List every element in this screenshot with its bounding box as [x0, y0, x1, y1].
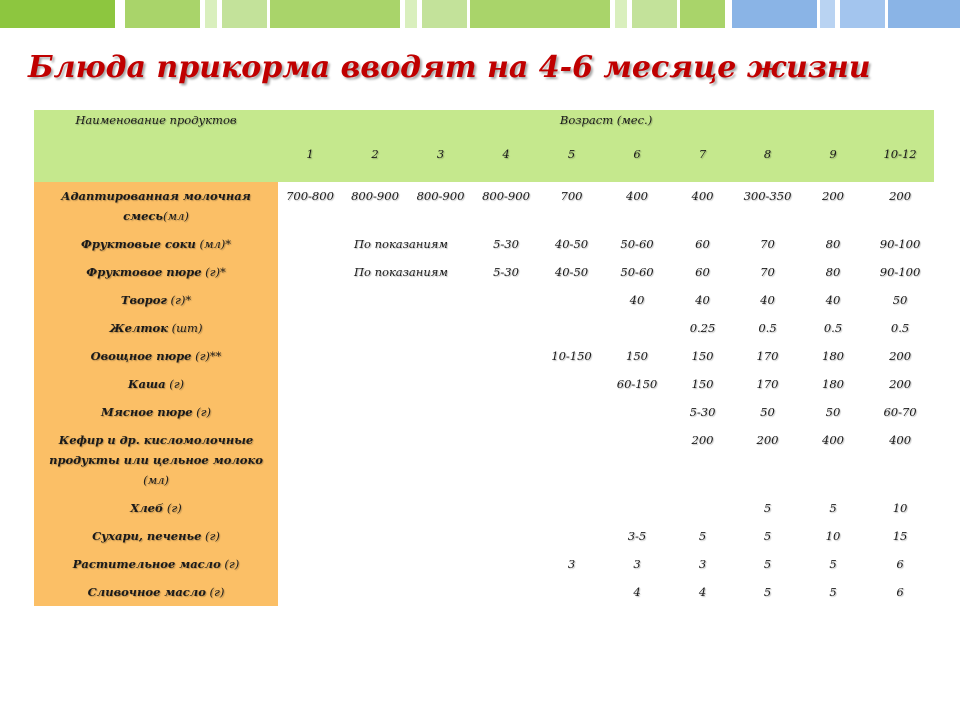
product-unit: (мл)* — [195, 237, 232, 251]
stripe-block — [205, 0, 217, 28]
stripe-block — [405, 0, 417, 28]
value-cell: 50 — [760, 405, 775, 419]
value-cell: 3 — [698, 557, 707, 571]
product-unit: (г) — [205, 585, 225, 599]
value-cell: 200 — [822, 189, 844, 203]
value-cell: 0.25 — [689, 321, 716, 335]
value-cell: 5-30 — [689, 405, 716, 419]
value-cell: 800-900 — [482, 189, 530, 203]
value-cell — [473, 342, 539, 370]
value-cell: 180 — [822, 377, 844, 391]
month-header: 9 — [800, 144, 866, 182]
value-cell — [473, 522, 539, 550]
month-header: 2 — [342, 144, 408, 182]
value-cell: 90-100 — [879, 237, 921, 251]
product-name-cell — [34, 230, 278, 258]
value-cell: 40 — [629, 293, 645, 307]
value-cell — [408, 550, 473, 578]
value-cell — [342, 398, 408, 426]
product-unit: (мл) — [143, 473, 169, 487]
value-cell: 5 — [829, 501, 837, 515]
product-unit: (г) — [163, 501, 182, 515]
value-cell: 5-30 — [493, 237, 519, 251]
value-cell: 200 — [889, 349, 912, 363]
value-cell: 10 — [825, 529, 841, 543]
value-cell: 3 — [567, 557, 576, 571]
value-cell — [408, 578, 473, 606]
table-row — [34, 286, 934, 314]
value-cell: 6 — [896, 557, 904, 571]
value-cell: 5 — [763, 557, 772, 571]
value-cell: 60-150 — [616, 377, 658, 391]
product-name-cell — [34, 182, 278, 230]
value-cell — [342, 342, 408, 370]
value-cell — [408, 522, 473, 550]
table-row — [34, 230, 934, 258]
month-header: 10-12 — [866, 144, 934, 182]
value-cell — [342, 494, 408, 522]
value-cell: 40-50 — [554, 237, 589, 251]
month-header: 8 — [735, 144, 800, 182]
value-cell — [342, 314, 408, 342]
product-name: Мясное пюре — [101, 405, 193, 419]
product-name: Каша — [128, 377, 166, 391]
product-name-cell — [34, 550, 278, 578]
value-cell — [473, 426, 539, 494]
product-unit: (г) — [165, 377, 184, 391]
product-name: Фруктовые соки — [80, 237, 196, 251]
value-cell — [539, 494, 604, 522]
value-cell — [539, 426, 604, 494]
value-cell — [342, 578, 408, 606]
value-cell — [408, 314, 473, 342]
value-cell: 15 — [892, 529, 908, 543]
value-cell — [278, 398, 342, 426]
value-cell — [278, 578, 342, 606]
stripe-block — [840, 0, 885, 28]
value-cell: 5 — [829, 585, 837, 599]
product-name-cell — [34, 286, 278, 314]
value-cell: 150 — [691, 349, 714, 363]
stripe-block — [732, 0, 817, 28]
value-cell — [408, 342, 473, 370]
value-cell: 3-5 — [627, 529, 647, 543]
product-name-cell — [34, 370, 278, 398]
stripe-block — [820, 0, 835, 28]
stripe-block — [0, 0, 115, 28]
product-unit: (г) — [220, 557, 240, 571]
value-cell: 70 — [760, 237, 775, 251]
product-unit: (г)* — [166, 293, 192, 307]
value-cell: 80 — [825, 265, 841, 279]
value-cell — [278, 230, 342, 258]
table-row — [34, 342, 934, 370]
value-cell — [342, 522, 408, 550]
value-cell — [539, 522, 604, 550]
value-cell — [278, 550, 342, 578]
value-cell: 6 — [896, 585, 904, 599]
value-cell: 40 — [760, 293, 775, 307]
value-cell — [408, 370, 473, 398]
product-name: Растительное масло — [72, 557, 221, 571]
table-row — [34, 314, 934, 342]
value-cell: 800-900 — [351, 189, 399, 203]
value-cell — [408, 426, 473, 494]
table-row — [34, 398, 934, 426]
value-cell: 200 — [756, 433, 779, 447]
product-name: Кефир и др. кисломолочные продукты или цельное молоко — [49, 433, 263, 467]
value-cell: 300-350 — [743, 189, 792, 203]
value-cell: 50-60 — [620, 237, 654, 251]
value-cell: 0.5 — [890, 321, 910, 335]
value-cell: 200 — [889, 377, 912, 391]
product-unit: (мл) — [163, 209, 189, 223]
product-name: Хлеб — [130, 501, 164, 515]
value-cell — [342, 426, 408, 494]
value-cell: 180 — [822, 349, 844, 363]
table-row — [34, 182, 934, 230]
value-cell — [473, 398, 539, 426]
value-cell: 150 — [626, 349, 648, 363]
product-name: Желток — [109, 321, 168, 335]
value-cell — [539, 314, 604, 342]
stripe-block — [422, 0, 467, 28]
value-cell: 800-900 — [416, 189, 465, 203]
value-cell — [278, 426, 342, 494]
value-cell: 5 — [698, 529, 707, 543]
product-unit: (г) — [192, 405, 211, 419]
value-cell: 170 — [756, 349, 779, 363]
stripe-block — [125, 0, 200, 28]
value-cell: 700 — [560, 189, 583, 203]
stripe-block — [632, 0, 677, 28]
value-cell — [670, 494, 735, 522]
value-cell: 90-100 — [879, 265, 921, 279]
value-cell — [539, 398, 604, 426]
value-cell: 5 — [763, 501, 772, 515]
value-cell: 60-70 — [883, 405, 917, 419]
stripe-block — [615, 0, 627, 28]
product-name-cell — [34, 494, 278, 522]
value-cell: 5-30 — [493, 265, 519, 279]
value-cell: 50 — [892, 293, 908, 307]
product-name: Сливочное масло — [87, 585, 206, 599]
value-cell: 60 — [695, 265, 710, 279]
feeding-table — [34, 110, 934, 606]
value-cell: 170 — [756, 377, 779, 391]
table-row — [34, 494, 934, 522]
value-cell: 50 — [825, 405, 841, 419]
value-cell — [539, 286, 604, 314]
product-name: Фруктовое пюре — [86, 265, 202, 279]
table-row — [34, 550, 934, 578]
value-cell: 50-60 — [620, 265, 654, 279]
value-cell: 700-800 — [286, 189, 334, 203]
stripe-block — [222, 0, 267, 28]
table-row — [34, 370, 934, 398]
table-row — [34, 578, 934, 606]
value-cell — [473, 550, 539, 578]
product-name-cell — [34, 578, 278, 606]
value-cell — [278, 494, 342, 522]
value-cell — [278, 522, 342, 550]
table-body — [34, 182, 934, 606]
value-cell — [278, 314, 342, 342]
value-cell: 10 — [892, 501, 908, 515]
table-row — [34, 426, 934, 494]
value-cell — [342, 370, 408, 398]
merged-note-cell: По показаниям — [354, 237, 448, 251]
value-cell — [473, 494, 539, 522]
value-cell — [539, 578, 604, 606]
value-cell: 5 — [763, 585, 772, 599]
value-cell — [473, 370, 539, 398]
product-name-cell — [34, 522, 278, 550]
value-cell — [539, 370, 604, 398]
product-unit: (г)** — [191, 349, 222, 363]
product-name: Адаптированная молочная смесь — [61, 189, 251, 223]
month-header: 1 — [278, 144, 342, 182]
value-cell: 3 — [633, 557, 641, 571]
value-cell: 200 — [889, 189, 912, 203]
top-decorative-stripe — [0, 0, 960, 30]
value-cell: 5 — [829, 557, 837, 571]
value-cell: 400 — [691, 189, 714, 203]
product-unit: (г) — [201, 529, 220, 543]
value-cell — [473, 578, 539, 606]
product-unit: (г)* — [201, 265, 226, 279]
merged-note-cell: По показаниям — [354, 265, 448, 279]
value-cell — [342, 550, 408, 578]
month-header: 4 — [473, 144, 539, 182]
product-name-cell — [34, 398, 278, 426]
value-cell — [604, 494, 670, 522]
value-cell — [278, 286, 342, 314]
month-header: 6 — [604, 144, 670, 182]
value-cell: 400 — [889, 433, 912, 447]
product-name-cell — [34, 314, 278, 342]
month-header: 3 — [408, 144, 473, 182]
product-name: Творог — [120, 293, 167, 307]
product-unit: (шт) — [168, 321, 203, 335]
value-cell — [473, 286, 539, 314]
value-cell — [408, 398, 473, 426]
value-cell: 4 — [698, 585, 707, 599]
month-header: 7 — [670, 144, 735, 182]
value-cell: 150 — [691, 377, 714, 391]
value-cell: 40 — [825, 293, 841, 307]
value-cell — [408, 286, 473, 314]
value-cell — [278, 370, 342, 398]
value-cell — [604, 398, 670, 426]
value-cell: 80 — [825, 237, 841, 251]
table-row — [34, 522, 934, 550]
value-cell: 400 — [626, 189, 648, 203]
value-cell — [473, 314, 539, 342]
stripe-block — [470, 0, 610, 28]
table-row — [34, 258, 934, 286]
header-product-name: Наименование продуктов — [34, 110, 278, 182]
value-cell: 4 — [633, 585, 641, 599]
product-name-cell — [34, 258, 278, 286]
value-cell: 0.5 — [823, 321, 843, 335]
value-cell — [278, 258, 342, 286]
header-age: Возраст (мес.) — [278, 110, 934, 144]
month-header: 5 — [539, 144, 604, 182]
value-cell: 0.5 — [758, 321, 777, 335]
product-name: Овощное пюре — [90, 349, 192, 363]
stripe-block — [888, 0, 960, 28]
stripe-block — [680, 0, 725, 28]
value-cell: 200 — [691, 433, 714, 447]
stripe-block — [270, 0, 400, 28]
product-name-cell — [34, 342, 278, 370]
value-cell — [278, 342, 342, 370]
value-cell — [604, 426, 670, 494]
value-cell: 400 — [822, 433, 844, 447]
product-name: Сухари, печенье — [92, 529, 202, 543]
value-cell — [604, 314, 670, 342]
value-cell: 40-50 — [554, 265, 589, 279]
value-cell — [342, 286, 408, 314]
value-cell: 60 — [695, 237, 710, 251]
product-name-cell — [34, 426, 278, 494]
value-cell: 10-150 — [551, 349, 592, 363]
value-cell: 40 — [695, 293, 710, 307]
page-title: Блюда прикорма вводят на 4-6 месяце жизни — [28, 50, 871, 85]
value-cell: 5 — [763, 529, 772, 543]
value-cell: 70 — [760, 265, 775, 279]
value-cell — [408, 494, 473, 522]
